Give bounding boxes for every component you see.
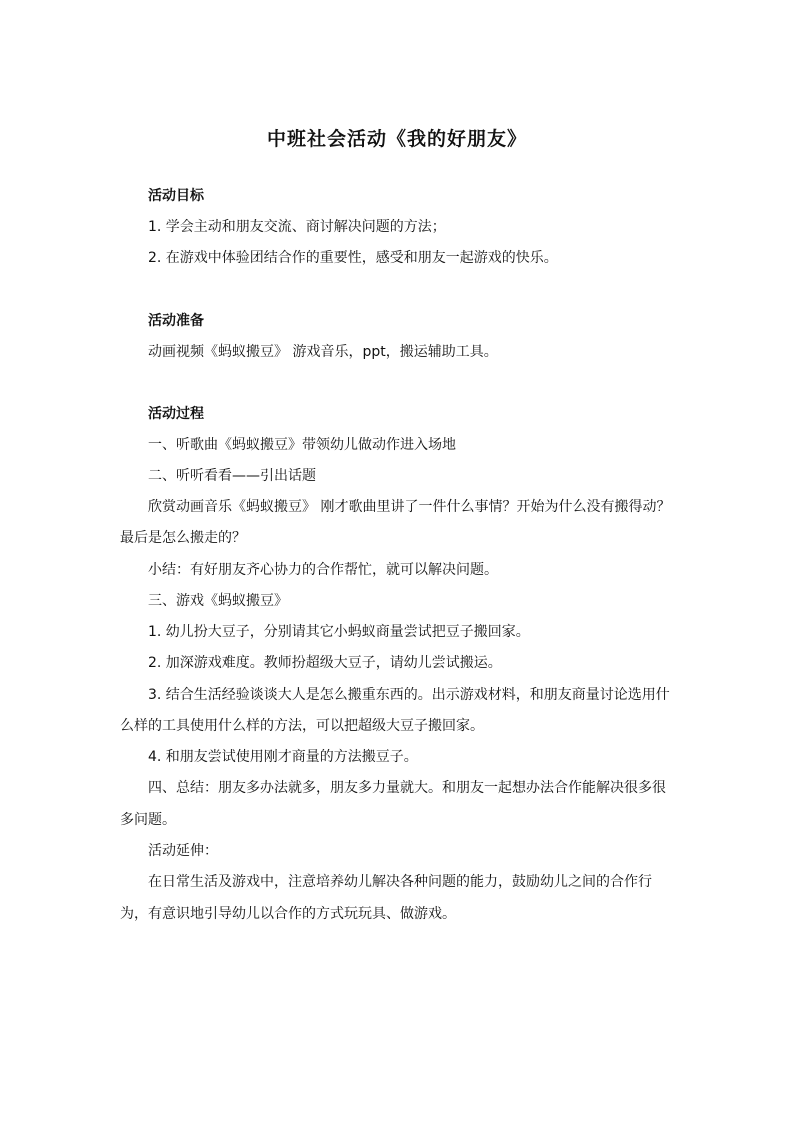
process-paragraph-line: 欣赏动画音乐《蚂蚁搬豆》 刚才歌曲里讲了一件什么事情？开始为什么没有搬得动？ bbox=[148, 499, 671, 515]
process-step: 四、总结：朋友多办法就多，朋友多力量就大。和朋友一起想办法合作能解决很多很 bbox=[148, 780, 666, 796]
game-item: 1. 幼儿扮大豆子，分别请其它小蚂蚁商量尝试把豆子搬回家。 bbox=[148, 624, 530, 640]
document-title: 中班社会活动《我的好朋友》 bbox=[266, 128, 527, 150]
preparation-heading: 活动准备 bbox=[148, 313, 204, 329]
game-item: 2. 加深游戏难度。教师扮超级大豆子，请幼儿尝试搬运。 bbox=[148, 655, 502, 671]
extension-text-line: 为，有意识地引导幼儿以合作的方式玩玩具、做游戏。 bbox=[120, 906, 456, 922]
process-step: 二、听听看看——引出话题 bbox=[148, 468, 316, 484]
process-step-continuation: 多问题。 bbox=[120, 812, 176, 828]
preparation-text: 动画视频《蚂蚁搬豆》 游戏音乐，ppt，搬运辅助工具。 bbox=[148, 344, 498, 360]
process-step: 三、游戏《蚂蚁搬豆》 bbox=[148, 593, 288, 609]
extension-text-line: 在日常生活及游戏中，注意培养幼儿解决各种问题的能力，鼓励幼儿之间的合作行 bbox=[148, 874, 652, 890]
game-item-continuation: 么样的工具使用什么样的方法，可以把超级大豆子搬回家。 bbox=[120, 718, 484, 734]
process-heading: 活动过程 bbox=[148, 406, 204, 422]
process-summary: 小结：有好朋友齐心协力的合作帮忙，就可以解决问题。 bbox=[148, 562, 498, 578]
process-paragraph-line: 最后是怎么搬走的？ bbox=[120, 530, 246, 546]
process-step: 一、听歌曲《蚂蚁搬豆》带领幼儿做动作进入场地 bbox=[148, 437, 456, 453]
extension-heading: 活动延伸： bbox=[148, 843, 218, 859]
game-item: 3. 结合生活经验谈谈大人是怎么搬重东西的。出示游戏材料，和朋友商量讨论选用什 bbox=[148, 687, 670, 703]
goal-item: 2. 在游戏中体验团结合作的重要性，感受和朋友一起游戏的快乐。 bbox=[148, 250, 558, 266]
goal-item: 1. 学会主动和朋友交流、商讨解决问题的方法； bbox=[148, 219, 446, 235]
goals-heading: 活动目标 bbox=[148, 188, 204, 204]
game-item: 4. 和朋友尝试使用刚才商量的方法搬豆子。 bbox=[148, 749, 418, 765]
